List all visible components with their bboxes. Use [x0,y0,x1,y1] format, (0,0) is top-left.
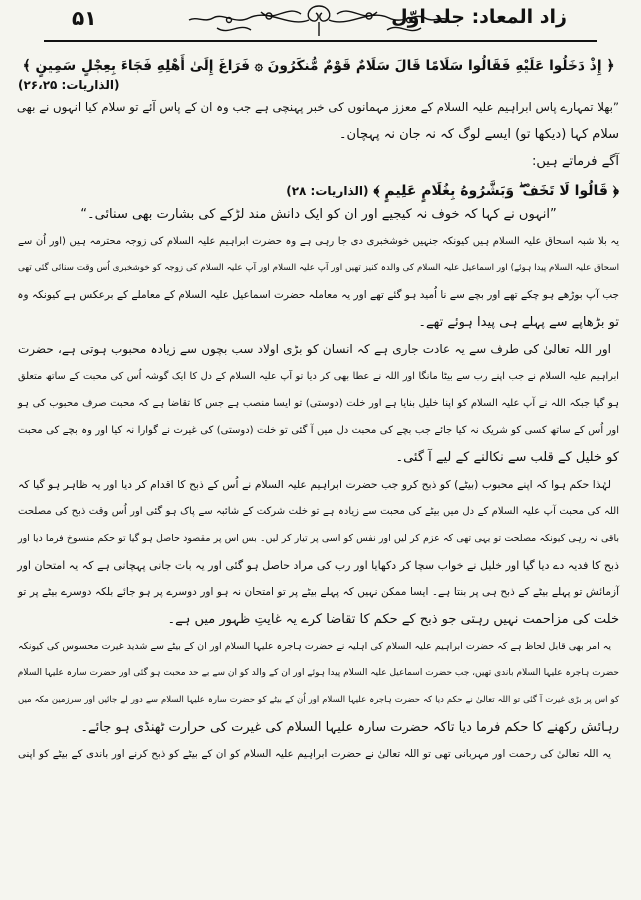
header-rule [44,40,597,42]
running-title: زاد المعاد: جلد اوّل [391,6,567,28]
text-line: آزمائش تو پہلے بیٹے کے ذبح ہی پر بنتا ہے۔ ایسا ممکن نہیں کہ پہلے بیٹے پر تو امتحان نہ ہو اور دوسرے پر ہو جائے بلکہ دوسرے بیٹے پر تو [18,586,619,598]
text-line: یہ اللہ تعالیٰ کی رحمت اور مہربانی تھی تو اللہ تعالیٰ نے حضرت ابراہیم علیہ السلام کو ان کے بیٹے کو ذبح کرنے اور باندی کے بیٹے کو اپنی [18,748,611,760]
quran-verse-2 [18,181,619,201]
verse-reference-1: (الذاریات: ۲۶،۲۵) [18,78,120,92]
text-line: یہ بلا شبہ اسحاق علیہ السلام ہیں کیونکہ جنہیں خوشخبری دی جا رہی ہے وہ حضرت ابراہیم علیہ السلام کی زوجہ محترمہ ہیں (اور اُن سے [18,236,619,247]
page-number: ۵۱ [72,6,97,30]
translation-2: ”انہوں نے کہا کہ خوف نہ کیجیے اور ان کو ایک دانش مند لڑکے کی بشارت بھی سنائی۔“ [80,207,557,222]
text-line: رہائش رکھنے کا حکم فرما دیا تاکہ حضرت سارہ علیہا السلام کی غیرت کی حرارت ٹھنڈی ہو جائے۔ [80,720,619,735]
verse-text-2: ﴿ قَالُوا لَا تَخَفْ ۖ وَبَشَّرُوهُ بِغُلَامٍ عَلِيمٍ ﴾ [373,183,619,199]
text-line: کو اس پر بڑی غیرت آ گئی تو اللہ تعالیٰ نے حکم دیا کہ حضرت ہاجرہ علیہا السلام اور اُن کے بیٹے کو حضرت سارہ علیہا السلام سے دور لے جائیں اور سرزمین مکہ میں [18,695,619,705]
paragraph-2 [18,336,619,471]
text-line: اللہ کی محبت آپ علیہ السلام کے دل میں بیٹے کی محبت سے زیادہ ہے تو خلت شرکت کے شائبہ سے پاک ہو گئی اور اُس وقت ذبح کی مصلحت [18,506,619,517]
text-line: باقی نہ رہی کیونکہ مصلحت تو یہی تھی کہ عزم کر لیں اور نفس کو اسی پر تیار کر لیں۔ بس اس پر مقصود حاصل ہو گیا تو حکم منسوخ فرما دیا اور [18,533,619,544]
text-line: ہو گیا جبکہ اللہ نے آپ علیہ السلام کو اپنا خلیل بنایا ہے اور خلت (دوستی) تو ایسا منصب ہے جس کا تقاضا ہے کہ محبت صرف محبوب کی ہو [18,398,619,409]
paragraph-3 [18,471,619,633]
paragraph-4 [18,633,619,741]
text-line: تو بڑھاپے سے پہلے ہی پیدا ہوئے تھے۔ [418,315,619,330]
page-header [18,0,619,50]
header-ornament-icon [169,2,469,40]
text-line: یہ امر بھی قابل لحاظ ہے کہ حضرت ابراہیم علیہ السلام کی اہلیہ نے حضرت ہاجرہ علیہا السلام اور ان کے بیٹے سے شدید غیرت محسوس کی کیونکہ [18,641,611,652]
verse-reference-2: (الذاریات: ۲۸) [286,184,369,198]
text-line: جب آپ بوڑھے ہو چکے تھے اور بچے سے نا اُمید ہو گئے تھے اور یہ معاملہ حضرت اسماعیل علیہ السلام کے معاملے کے برعکس ہے کیونکہ وہ [17,289,619,301]
text-line: کو خلیل کے قلب سے نکالنے کے لیے آ گئی۔ [395,450,619,465]
quran-verse-1: ﴿ إِذْ دَخَلُوا عَلَيْهِ فَقَالُوا سَلَامًا قَالَ سَلَامٌ قَوْمٌ مُّنكَرُونَ ۞ فَرَاغَ إِلَىٰ أَهْلِهِ فَجَاءَ بِعِجْلٍ سَمِينٍ ﴾ [22,58,615,74]
paragraph-5 [18,741,619,768]
text-line: اور اللہ تعالیٰ کی طرف سے یہ عادت جاری ہے کہ انسان کو بڑی اولاد سب بچوں سے زیادہ محبوب ہوتی ہے، حضرت [18,342,611,356]
text-line: سلام کہا (دیکھا تو) ایسے لوگ کہ نہ جان نہ پہچان۔ [338,127,619,142]
text-line: اور اُس کے ساتھ کسی کو شریک نہ کیا جائے جب بچے کی محبت دل میں آ گئی تو خلت (دوستی) کی غیرت نے گوارا نہ کیا اور وہ بچے کی محبت [18,425,619,436]
translation-1 [18,94,619,148]
text-line: ”بھلا تمہارے پاس ابراہیم علیہ السلام کے معزز مہمانوں کی خبر پہنچی ہے جب وہ ان کے پاس آئے تو سلام کیا انہوں نے بھی [16,100,619,114]
intro-line: آگے فرماتے ہیں: [531,154,619,169]
text-line: لہٰذا حکم ہوا کہ اپنے محبوب (بیٹے) کو ذبح کرو جب حضرت ابراہیم علیہ السلام نے اُس کے ذبح کا اقدام کر دیا اور یہ ظاہر ہو گیا کہ [18,478,611,491]
paragraph-1 [18,228,619,336]
text-line: ذبح کا فدیہ دے دیا گیا اور خلیل نے خواب سچا کر دکھایا اور رب کی مراد حاصل ہو گئی اور یہ بات جانی پہچانی ہے کہ یہ امتحان اور [17,559,619,572]
text-line: اسحاق علیہ السلام پیدا ہوئے) اور اسماعیل علیہ السلام کی والدہ کنیز تھیں اور آپ علیہ السلام اور آپ علیہ السلام کی زوجہ کو خوشخبری اُس وقت سنائی گئی تھی [18,263,619,273]
text-line: ابراہیم علیہ السلام نے جب اپنے رب سے بیٹا مانگا اور اللہ نے عطا بھی کر دیا تو آپ علیہ السلام کے دل کا ایک گوشہ اُس کی محبت کے ساتھ متعلق [18,371,619,382]
text-line: حضرت ہاجرہ علیہا السلام باندی تھیں، جب حضرت اسماعیل علیہ السلام پیدا ہوئے اور ان کے والد کو ان سے بے حد محبت ہو گئی اور حضرت سارہ علیہا السلام [17,668,619,678]
text-line: خلت کی مزاحمت نہیں رہتی جو ذبح کے حکم کا تقاضا کرے یہ غایتِ ظہور میں ہے۔ [167,612,619,627]
